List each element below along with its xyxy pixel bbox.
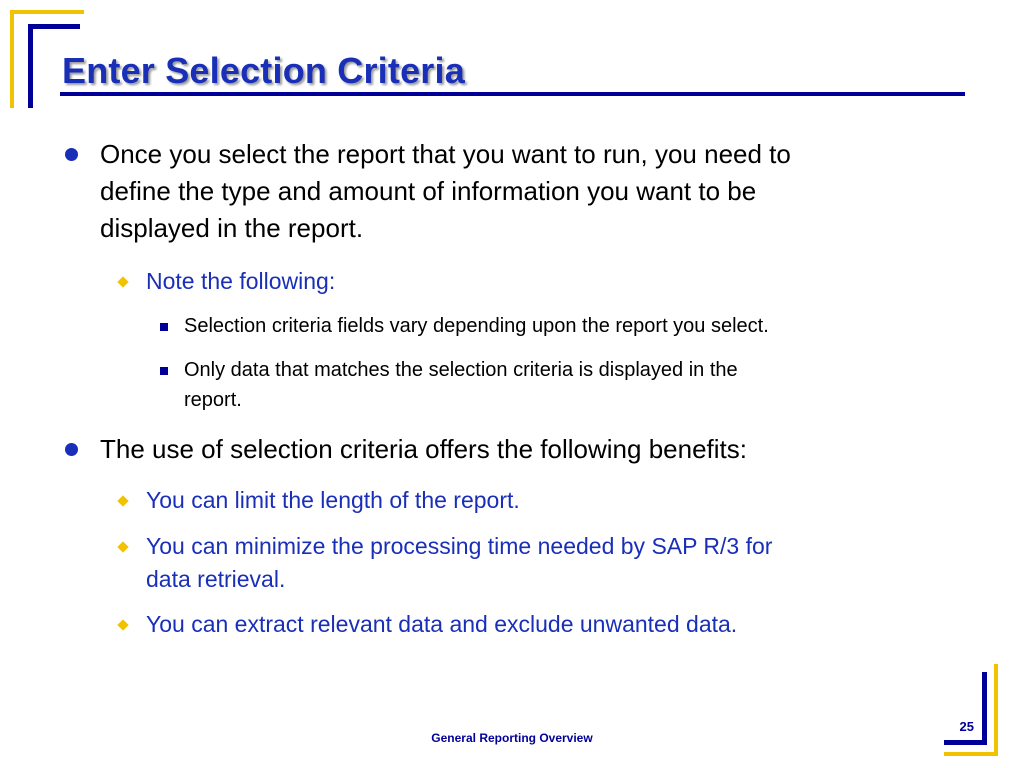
yellow-diamond-bullet-icon [117,541,128,552]
bullet-1-1-1-line-1: Selection criteria fields vary depending upon the report you select. [184,315,769,337]
bullet-1-line-1: Once you select the report that you want to run, you need to [100,139,791,169]
bullet-2-3-text [146,608,737,641]
navy-square-bullet-icon [160,323,168,331]
bullet-1-1-2-text [184,355,738,415]
bullet-2-2-text [146,530,772,596]
bullet-1-line-2: define the type and amount of information you want to be [100,176,757,206]
bullet-2-1-line-1: You can limit the length of the report. [146,487,520,513]
corner-bracket-top-left-navy-horizontal [28,24,80,29]
bullet-2-2-line-1: You can minimize the processing time needed by SAP R/3 for [146,533,773,559]
page-number: 25 [959,719,974,734]
bullet-1-1-2-line-2: report. [184,389,242,411]
footer-title: General Reporting Overview [431,731,593,745]
bullet-1-1-1-text [184,311,769,341]
bullet-2-line-1: The use of selection criteria offers the following benefits: [100,434,747,464]
corner-bracket-top-left-yellow-vertical [10,10,14,108]
yellow-diamond-bullet-icon [117,619,128,630]
yellow-diamond-bullet-icon [117,276,128,287]
corner-bracket-top-left-yellow-horizontal [10,10,84,14]
bullet-1-1-text: Note the following: [146,268,336,294]
bullet-1-text [100,136,791,247]
bullet-2-1-text [146,484,520,517]
slide-title: Enter Selection Criteria [62,50,465,91]
corner-bracket-top-left-navy-vertical [28,24,33,108]
corner-bracket-bottom-right-yellow-horizontal [944,752,998,756]
bullet-2-2-line-2: data retrieval. [146,566,286,592]
bullet-2-text [100,431,747,468]
yellow-diamond-bullet-icon [117,495,128,506]
bullet-2-3-line-1: You can extract relevant data and exclude unwanted data. [146,611,738,637]
blue-dot-bullet-icon [65,443,78,456]
title-underline [60,92,965,96]
blue-dot-bullet-icon [65,148,78,161]
navy-square-bullet-icon [160,367,168,375]
bullet-1-line-3: displayed in the report. [100,213,364,243]
bullet-1-1-2-line-1: Only data that matches the selection criteria is displayed in the [184,359,738,381]
